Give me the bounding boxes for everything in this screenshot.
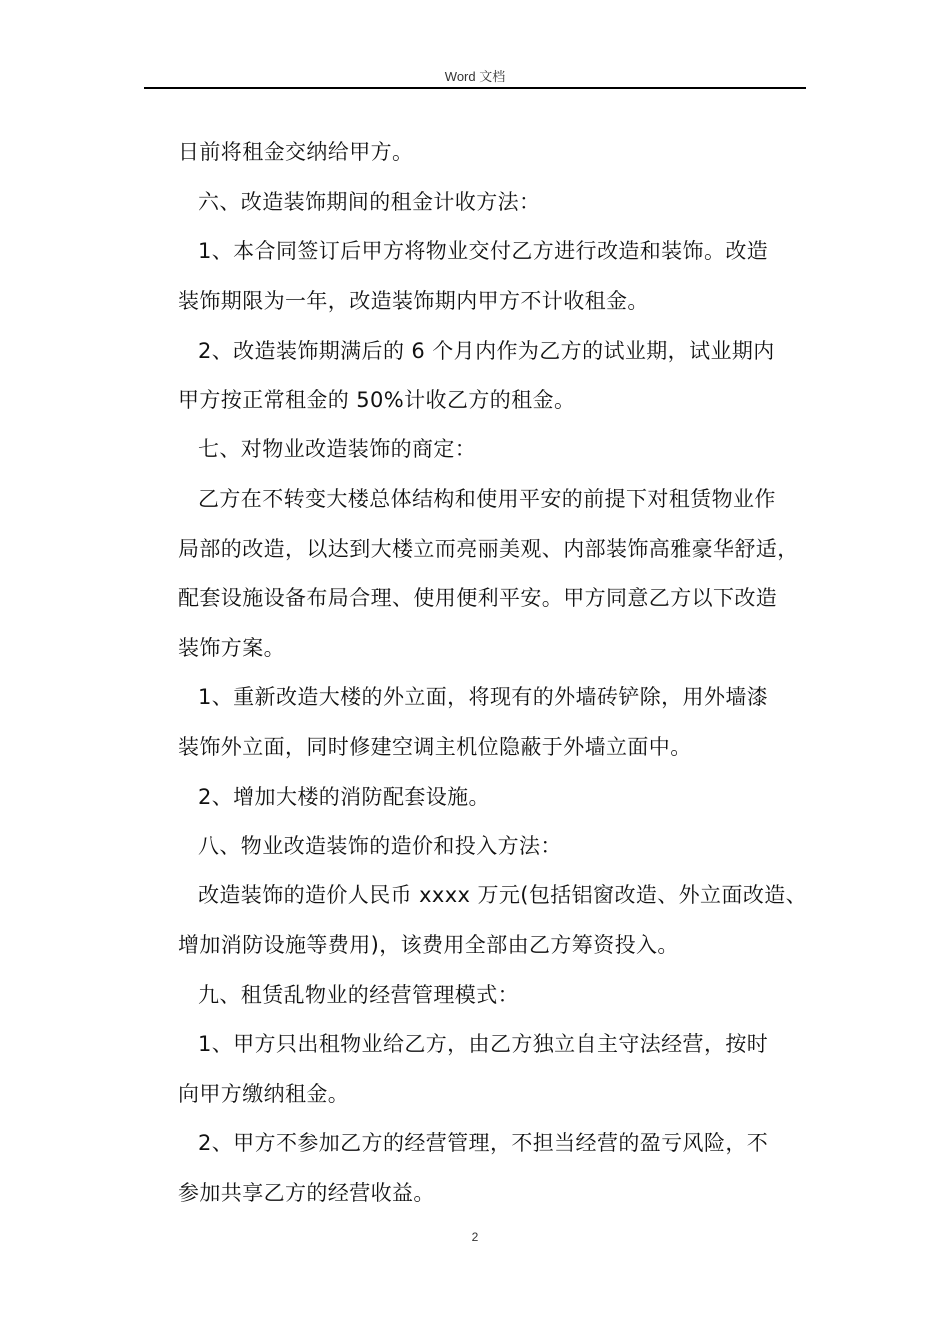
text-line: 装饰期限为一年，改造装饰期内甲方不计收租金。 xyxy=(178,289,649,313)
text-line: 向甲方缴纳租金。 xyxy=(178,1082,350,1106)
header-title: Word 文档 xyxy=(444,69,506,84)
header-divider xyxy=(144,87,806,89)
section-heading: 七、对物业改造装饰的商定： xyxy=(198,437,477,461)
text-line: 2、增加大楼的消防配套设施。 xyxy=(198,785,490,809)
page-number: 2 xyxy=(471,1230,479,1244)
text-line: 2、甲方不参加乙方的经营管理，不担当经营的盈亏风险，不 xyxy=(198,1131,769,1155)
text-line: 参加共享乙方的经营收益。 xyxy=(178,1181,435,1205)
section-heading: 八、物业改造装饰的造价和投入方法： xyxy=(198,834,562,858)
text-line: 日前将租金交纳给甲方。 xyxy=(178,140,414,164)
text-line: 1、重新改造大楼的外立面，将现有的外墙砖铲除，用外墙漆 xyxy=(198,685,769,709)
text-line: 甲方按正常租金的 50%计收乙方的租金。 xyxy=(178,388,576,412)
text-line: 1、甲方只出租物业给乙方，由乙方独立自主守法经营，按时 xyxy=(198,1032,769,1056)
text-line: 局部的改造，以达到大楼立而亮丽美观、内部装饰高雅豪华舒适， xyxy=(178,537,799,561)
text-line: 装饰方案。 xyxy=(178,636,285,660)
text-line: 增加消防设施等费用)，该费用全部由乙方筹资投入。 xyxy=(178,933,679,957)
text-line: 2、改造装饰期满后的 6 个月内作为乙方的试业期，试业期内 xyxy=(198,339,775,363)
text-line: 装饰外立面，同时修建空调主机位隐蔽于外墙立面中。 xyxy=(178,735,692,759)
text-line: 改造装饰的造价人民币 xxxx 万元(包括铝窗改造、外立面改造、 xyxy=(198,883,808,907)
section-heading: 六、改造装饰期间的租金计收方法： xyxy=(198,190,541,214)
text-line: 乙方在不转变大楼总体结构和使用平安的前提下对租赁物业作 xyxy=(198,487,776,511)
section-heading: 九、租赁乱物业的经营管理模式： xyxy=(198,983,519,1007)
text-line: 配套设施设备布局合理、使用便利平安。甲方同意乙方以下改造 xyxy=(178,586,778,610)
text-line: 1、本合同签订后甲方将物业交付乙方进行改造和装饰。改造 xyxy=(198,239,769,263)
